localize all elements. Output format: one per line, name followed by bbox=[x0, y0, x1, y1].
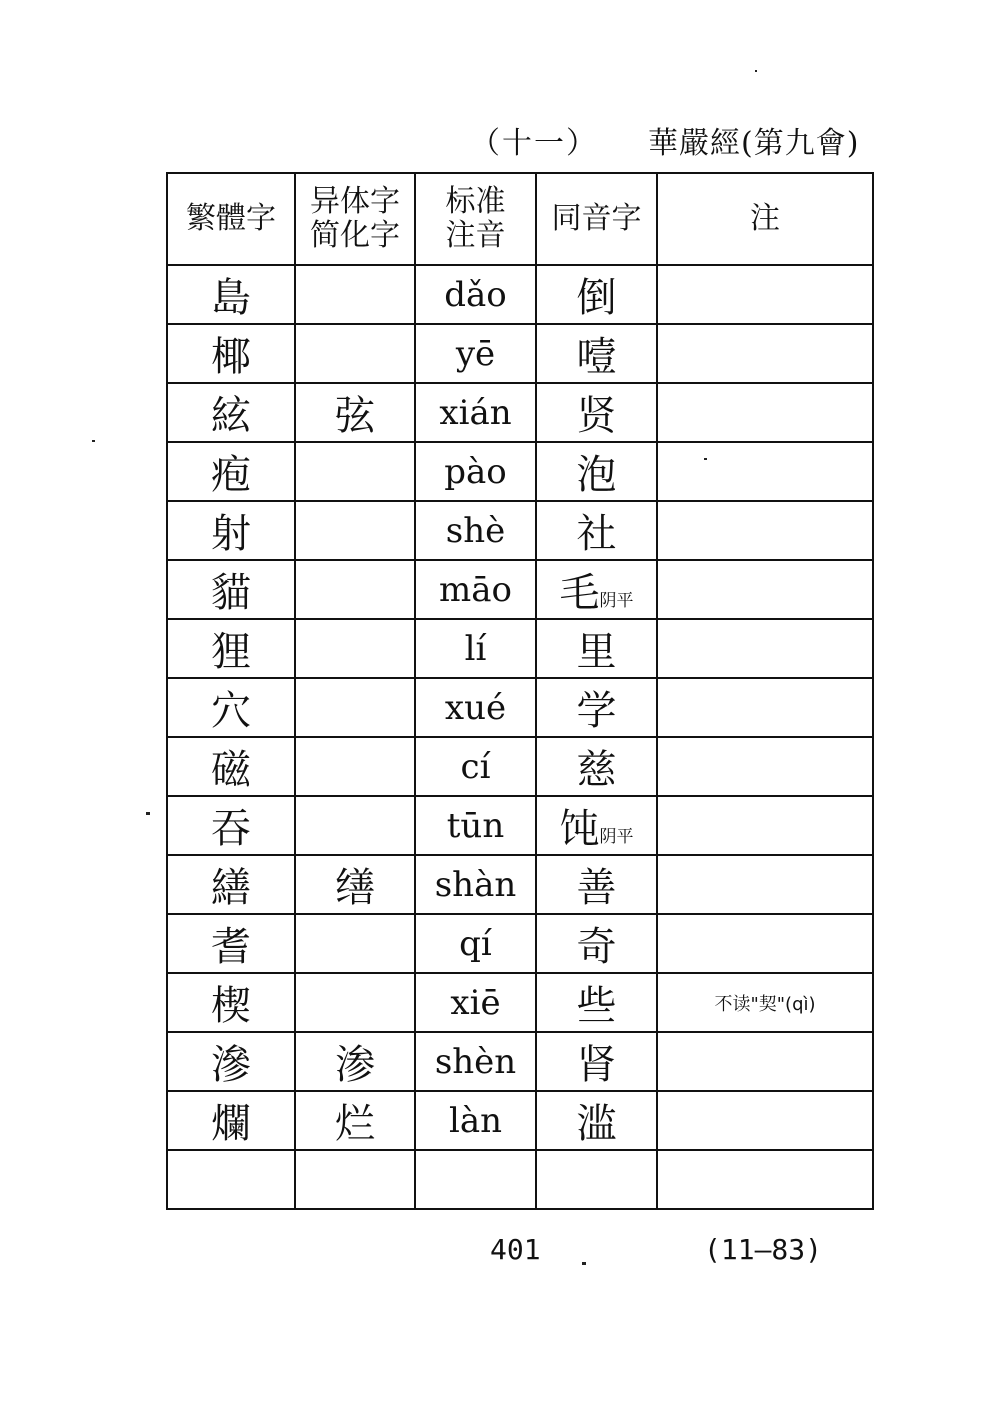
homophone-char: 肾 bbox=[576, 1042, 617, 1088]
page-reference: (11—83) bbox=[704, 1233, 823, 1266]
scan-speck bbox=[582, 1262, 586, 1265]
simplified-char-cell bbox=[295, 796, 415, 855]
traditional-char-cell: 繕 bbox=[167, 855, 295, 914]
header-standard-pinyin: 标准 注音 bbox=[415, 173, 536, 265]
traditional-char-cell: 爛 bbox=[167, 1091, 295, 1150]
homophone-cell bbox=[536, 796, 657, 855]
tone-annotation: 阴平 bbox=[599, 827, 634, 847]
traditional-char-cell: 吞 bbox=[167, 796, 295, 855]
scan-speck bbox=[92, 440, 95, 442]
homophone-cell bbox=[536, 383, 657, 442]
homophone-cell bbox=[536, 1032, 657, 1091]
homophone-cell bbox=[536, 855, 657, 914]
note-cell bbox=[657, 324, 873, 383]
pinyin-cell: qí bbox=[415, 914, 536, 973]
traditional-char-cell: 島 bbox=[167, 265, 295, 324]
homophone-char: 泡 bbox=[576, 452, 617, 498]
note-cell bbox=[657, 796, 873, 855]
simplified-char-cell bbox=[295, 1150, 415, 1209]
homophone-cell bbox=[536, 1150, 657, 1209]
table-header-row bbox=[167, 173, 873, 265]
tone-annotation: 阴平 bbox=[599, 591, 634, 611]
homophone-cell bbox=[536, 265, 657, 324]
homophone-char: 滥 bbox=[576, 1101, 617, 1147]
note-cell bbox=[657, 1032, 873, 1091]
note-cell bbox=[657, 501, 873, 560]
homophone-cell bbox=[536, 619, 657, 678]
note-cell bbox=[657, 678, 873, 737]
homophone-char: 奇 bbox=[576, 924, 617, 970]
traditional-char-cell: 磁 bbox=[167, 737, 295, 796]
homophone-char: 社 bbox=[576, 511, 617, 557]
homophone-cell bbox=[536, 678, 657, 737]
traditional-char-cell: 貓 bbox=[167, 560, 295, 619]
homophone-char: 里 bbox=[576, 629, 617, 675]
pinyin-cell: tūn bbox=[415, 796, 536, 855]
scan-speck bbox=[146, 812, 150, 815]
pinyin-cell: cí bbox=[415, 737, 536, 796]
table-body bbox=[167, 265, 873, 1209]
table-row bbox=[167, 442, 873, 501]
traditional-char-cell: 楔 bbox=[167, 973, 295, 1032]
homophone-cell bbox=[536, 324, 657, 383]
homophone-char: 学 bbox=[576, 688, 617, 734]
note-cell bbox=[657, 265, 873, 324]
homophone-cell bbox=[536, 501, 657, 560]
traditional-char-cell: 穴 bbox=[167, 678, 295, 737]
pronunciation-table bbox=[166, 172, 874, 1210]
note-cell bbox=[657, 914, 873, 973]
homophone-char: 慈 bbox=[576, 747, 617, 793]
traditional-char-cell: 狸 bbox=[167, 619, 295, 678]
note-cell bbox=[657, 1150, 873, 1209]
table-row bbox=[167, 796, 873, 855]
table-row bbox=[167, 678, 873, 737]
homophone-cell bbox=[536, 973, 657, 1032]
pinyin-cell: shèn bbox=[415, 1032, 536, 1091]
note-cell bbox=[657, 383, 873, 442]
page-number: 401 bbox=[490, 1233, 541, 1266]
note-cell bbox=[657, 442, 873, 501]
simplified-char-cell bbox=[295, 501, 415, 560]
traditional-char-cell: 疱 bbox=[167, 442, 295, 501]
simplified-char-cell bbox=[295, 619, 415, 678]
note-cell bbox=[657, 619, 873, 678]
table-row bbox=[167, 265, 873, 324]
pinyin-cell: xué bbox=[415, 678, 536, 737]
simplified-char-cell: 弦 bbox=[295, 383, 415, 442]
homophone-char: 贤 bbox=[576, 393, 617, 439]
pinyin-cell: shè bbox=[415, 501, 536, 560]
table-row bbox=[167, 1150, 873, 1209]
homophone-cell bbox=[536, 737, 657, 796]
simplified-char-cell bbox=[295, 678, 415, 737]
homophone-char: 倒 bbox=[576, 275, 617, 321]
note-cell: 不读"契"(qì) bbox=[657, 973, 873, 1032]
homophone-cell bbox=[536, 442, 657, 501]
section-number: （十一） bbox=[470, 126, 598, 161]
pinyin-cell: shàn bbox=[415, 855, 536, 914]
pinyin-cell: pào bbox=[415, 442, 536, 501]
homophone-char: 噎 bbox=[576, 334, 617, 380]
traditional-char-cell: 絃 bbox=[167, 383, 295, 442]
pinyin-cell bbox=[415, 1150, 536, 1209]
simplified-char-cell bbox=[295, 442, 415, 501]
homophone-char: 毛 bbox=[559, 570, 600, 616]
homophone-cell bbox=[536, 560, 657, 619]
simplified-char-cell bbox=[295, 324, 415, 383]
simplified-char-cell bbox=[295, 973, 415, 1032]
scan-speck bbox=[704, 458, 707, 460]
note-cell bbox=[657, 560, 873, 619]
homophone-cell bbox=[536, 914, 657, 973]
pinyin-cell: yē bbox=[415, 324, 536, 383]
pinyin-cell: māo bbox=[415, 560, 536, 619]
simplified-char-cell: 缮 bbox=[295, 855, 415, 914]
table-row bbox=[167, 914, 873, 973]
table-row bbox=[167, 501, 873, 560]
homophone-char: 饨 bbox=[559, 806, 600, 852]
homophone-char: 些 bbox=[576, 983, 617, 1029]
header-note: 注 bbox=[657, 173, 873, 265]
table-row bbox=[167, 1091, 873, 1150]
traditional-char-cell: 椰 bbox=[167, 324, 295, 383]
traditional-char-cell bbox=[167, 1150, 295, 1209]
simplified-char-cell bbox=[295, 265, 415, 324]
pinyin-cell: làn bbox=[415, 1091, 536, 1150]
sutra-title: 華嚴經(第九會) bbox=[648, 126, 860, 161]
simplified-char-cell: 渗 bbox=[295, 1032, 415, 1091]
traditional-char-cell: 射 bbox=[167, 501, 295, 560]
header-homophone: 同音字 bbox=[536, 173, 657, 265]
traditional-char-cell: 耆 bbox=[167, 914, 295, 973]
table-row bbox=[167, 973, 873, 1032]
scan-speck bbox=[755, 70, 757, 72]
table-row bbox=[167, 1032, 873, 1091]
note-cell bbox=[657, 1091, 873, 1150]
table-row bbox=[167, 560, 873, 619]
homophone-char: 善 bbox=[576, 865, 617, 911]
pinyin-cell: lí bbox=[415, 619, 536, 678]
homophone-cell bbox=[536, 1091, 657, 1150]
note-cell bbox=[657, 737, 873, 796]
simplified-char-cell bbox=[295, 560, 415, 619]
simplified-char-cell bbox=[295, 914, 415, 973]
pinyin-cell: dǎo bbox=[415, 265, 536, 324]
table-row bbox=[167, 383, 873, 442]
table-row bbox=[167, 855, 873, 914]
simplified-char-cell bbox=[295, 737, 415, 796]
note-cell bbox=[657, 855, 873, 914]
header-traditional: 繁體字 bbox=[167, 173, 295, 265]
simplified-char-cell: 烂 bbox=[295, 1091, 415, 1150]
table-row bbox=[167, 324, 873, 383]
traditional-char-cell: 滲 bbox=[167, 1032, 295, 1091]
pinyin-cell: xián bbox=[415, 383, 536, 442]
table-row bbox=[167, 619, 873, 678]
header-variant-simplified: 异体字 简化字 bbox=[295, 173, 415, 265]
pinyin-cell: xiē bbox=[415, 973, 536, 1032]
table-row bbox=[167, 737, 873, 796]
